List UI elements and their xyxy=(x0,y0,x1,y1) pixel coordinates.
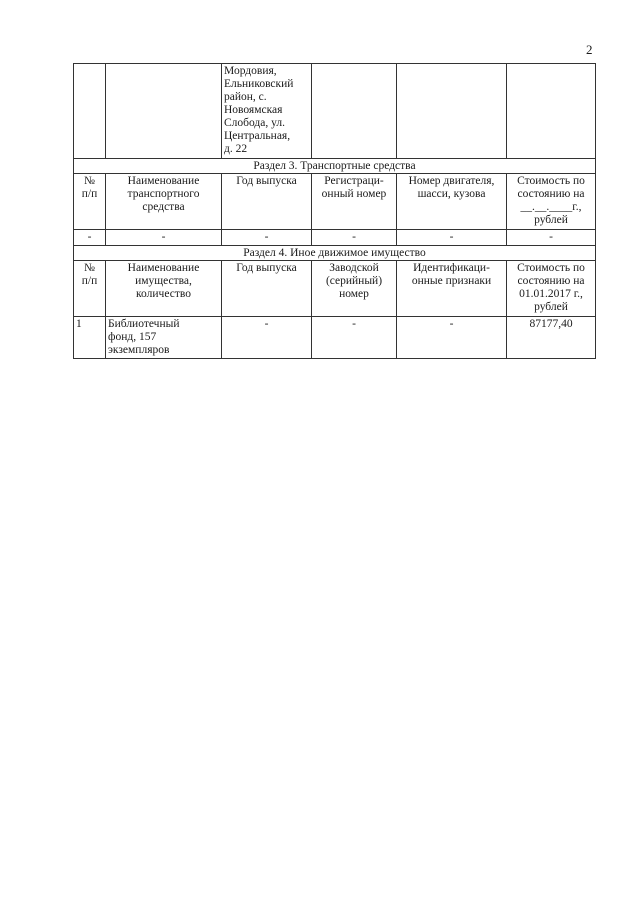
header-line: Идентификаци- xyxy=(413,262,490,274)
header-line: количество xyxy=(136,288,191,300)
cell-empty xyxy=(106,64,222,159)
continuation-row xyxy=(74,64,596,159)
ident-cell: - xyxy=(397,317,507,359)
header-line: онные признаки xyxy=(411,275,492,287)
section3-title-row xyxy=(74,159,596,174)
cost-cell: 87177,40 xyxy=(507,317,596,359)
section4-data-row xyxy=(74,317,596,359)
header-line: п/п xyxy=(81,188,98,200)
header-line: рублей xyxy=(534,214,568,226)
header-line: Заводской xyxy=(329,262,379,274)
section4-title: Раздел 4. Иное движимое имущество xyxy=(74,246,596,261)
header-line: номер xyxy=(339,288,369,300)
row-number: 1 xyxy=(74,317,106,359)
cell-empty xyxy=(74,64,106,159)
header-line: Номер двигателя, xyxy=(408,175,495,187)
address-line: д. 22 xyxy=(224,143,248,155)
page-number: 2 xyxy=(586,42,593,57)
table-cell: - xyxy=(397,230,507,246)
header-property-name xyxy=(106,261,222,317)
header-line: рублей xyxy=(534,301,568,313)
header-line: Стоимость по xyxy=(517,175,585,187)
header-serial-number xyxy=(312,261,397,317)
header-line: (серийный) xyxy=(325,275,383,287)
address-line: район, с. xyxy=(224,91,267,103)
header-line: 01.01.2017 г., xyxy=(519,288,583,300)
header-line: Год выпуска xyxy=(236,262,297,274)
header-year xyxy=(222,174,312,230)
header-line: Наименование xyxy=(127,262,200,274)
property-name-line: фонд, 157 xyxy=(108,331,157,343)
section3-data-row xyxy=(74,230,596,246)
table-cell: - xyxy=(106,230,222,246)
table-cell: - xyxy=(222,230,312,246)
header-line: Год выпуска xyxy=(236,175,297,187)
address-line: Ельниковский xyxy=(224,78,294,90)
address-line: Мордовия, xyxy=(224,65,277,77)
cell-empty xyxy=(507,64,596,159)
header-line: п/п xyxy=(81,275,98,287)
table-cell: - xyxy=(312,230,397,246)
header-line: транспортного xyxy=(127,188,200,200)
header-year xyxy=(222,261,312,317)
header-line: шасси, кузова xyxy=(417,188,486,200)
header-num xyxy=(74,261,106,317)
property-name-cell xyxy=(106,317,222,359)
year-cell: - xyxy=(222,317,312,359)
property-table xyxy=(73,63,596,359)
table-cell: - xyxy=(507,230,596,246)
table-cell: - xyxy=(74,230,106,246)
cell-empty xyxy=(312,64,397,159)
property-name-line: экземпляров xyxy=(108,344,170,356)
header-line: __.__.____г., xyxy=(520,201,582,213)
section4-header-row xyxy=(74,261,596,317)
address-line: Центральная, xyxy=(224,130,291,142)
header-cost xyxy=(507,261,596,317)
header-line: имущества, xyxy=(135,275,192,287)
header-num xyxy=(74,174,106,230)
header-line: Стоимость по xyxy=(517,262,585,274)
address-line: Новоямская xyxy=(224,104,283,116)
header-engine-number xyxy=(397,174,507,230)
header-line: онный номер xyxy=(321,188,387,200)
address-cell xyxy=(222,64,312,159)
property-name-line: Библиотечный xyxy=(108,318,180,330)
serial-cell: - xyxy=(312,317,397,359)
address-line: Слобода, ул. xyxy=(224,117,285,129)
header-line: № xyxy=(84,175,95,187)
header-line: состоянию на xyxy=(517,188,585,200)
section3-title: Раздел 3. Транспортные средства xyxy=(74,159,596,174)
section4-title-row xyxy=(74,246,596,261)
header-line: Наименование xyxy=(127,175,200,187)
header-vehicle-name xyxy=(106,174,222,230)
header-line: Регистраци- xyxy=(324,175,384,187)
header-reg-number xyxy=(312,174,397,230)
header-identifiers xyxy=(397,261,507,317)
header-line: № xyxy=(84,262,95,274)
cell-empty xyxy=(397,64,507,159)
header-line: состоянию на xyxy=(517,275,585,287)
header-cost xyxy=(507,174,596,230)
section3-header-row xyxy=(74,174,596,230)
header-line: средства xyxy=(142,201,185,213)
